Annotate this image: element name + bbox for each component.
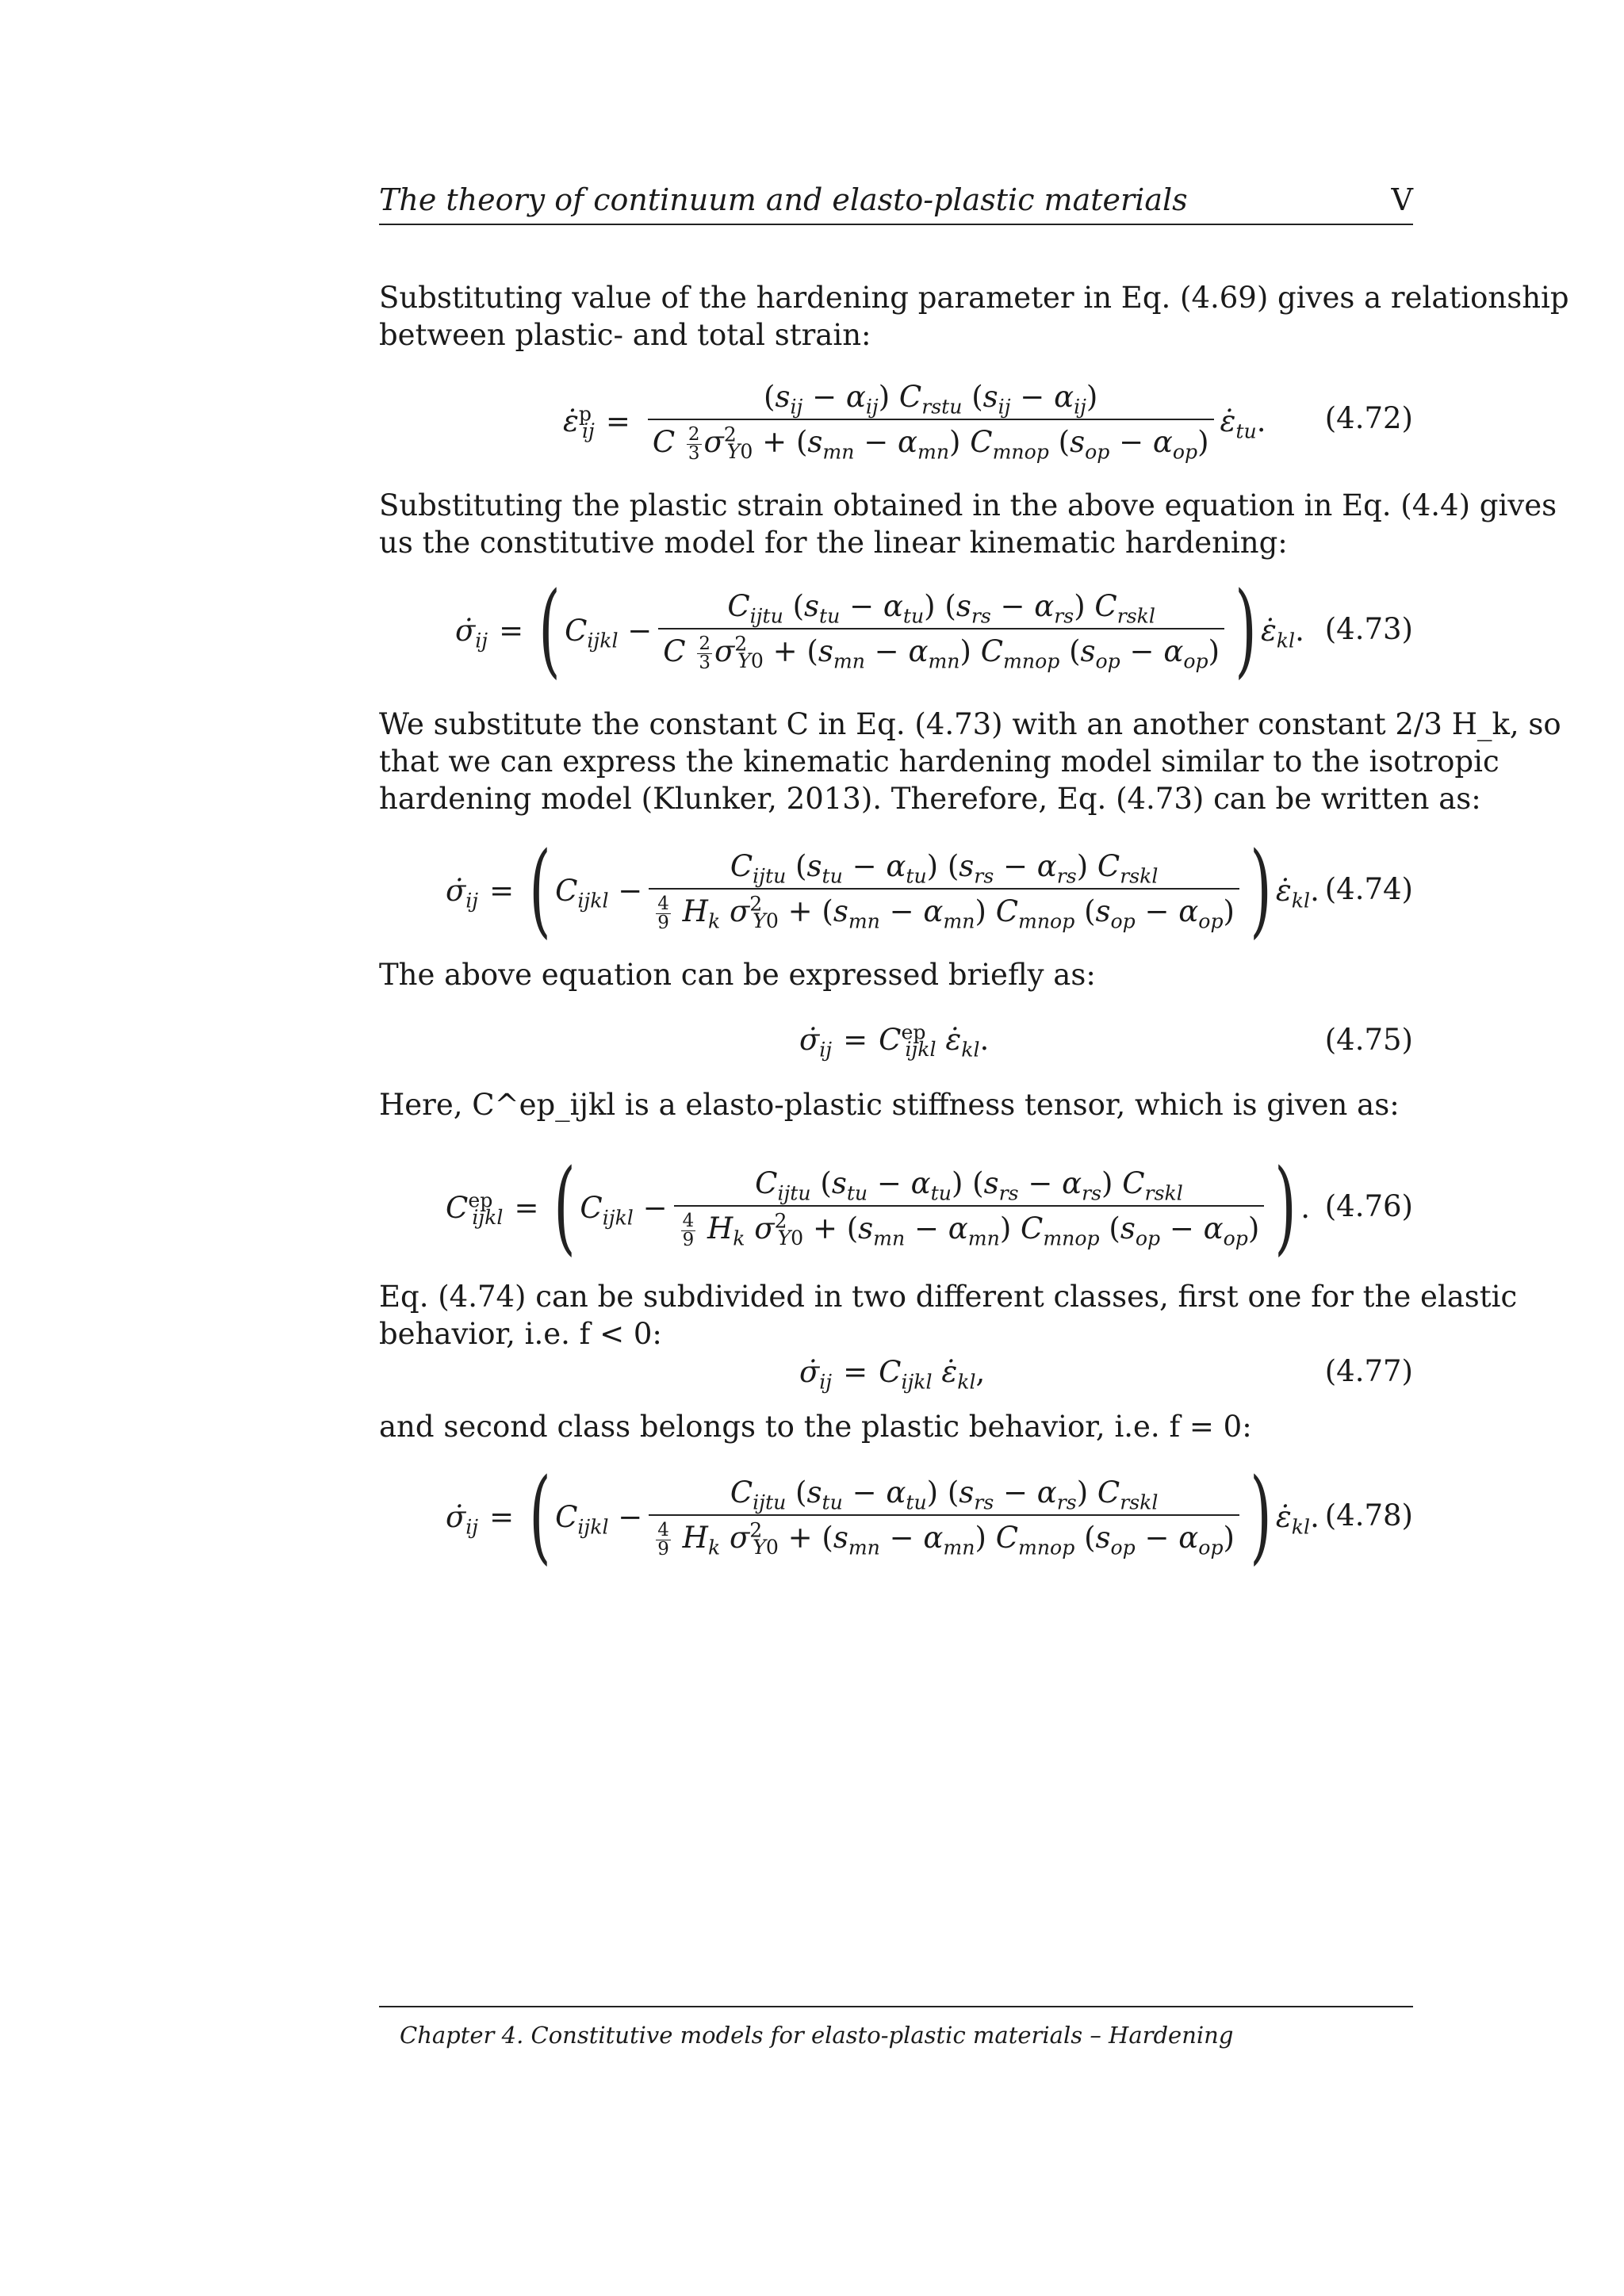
fraction: $C_{ijtu}$ $(s_{tu} - \alpha_{tu}) (s_{rs} - \alpha_{rs})$ $C_{rskl}$ C $\frac{2}{3}$ $\sigma^2_{Y0} + (s_{mn} - \alpha_{mn})$ $C_{mnop}$ $(s_{op} - \alpha_{op})$ xyxy=(658,589,1224,672)
equation-number: (4.78) xyxy=(1324,1498,1413,1533)
equation-4-76 xyxy=(379,1148,1413,1266)
paragraph-line: Eq. (4.74) can be subdivided in two different classes, first one for the elastic xyxy=(379,1280,1518,1314)
paragraph-7 xyxy=(379,1408,1413,1445)
equation-4-73 xyxy=(379,571,1413,689)
equation-number: (4.73) xyxy=(1324,612,1413,646)
equation-body: $\sigmȧ_{ij}$ = ( $C_{ijkl}$ − $C_{ijtu}$ $(s_{tu} - \alpha_{tu}) (s_{rs} - \alpha_{rs})$ $C_{rskl}$ $\frac{4}{9}$ $H_k$ $\sigma^2_{Y0} + (s_{mn} - \alpha_{mn})$ $C_{mnop}$ $(s_{op} - \alpha_{op})$ ) $\varepsiloṅ_{kl}$. xyxy=(446,831,1320,949)
header-title: The theory of continuum and elasto-plastic materials xyxy=(379,182,1188,217)
paragraph-1 xyxy=(379,279,1569,354)
running-header xyxy=(379,179,1413,225)
paragraph-line: behavior, i.e. f < 0: xyxy=(379,1317,662,1351)
page-number: V xyxy=(1391,182,1413,217)
equation-4-78 xyxy=(379,1457,1413,1575)
equation-number: (4.74) xyxy=(1324,872,1413,906)
paragraph-line: hardening model (Klunker, 2013). Therefore, Eq. (4.73) can be written as: xyxy=(379,782,1481,816)
fraction: $(s_{ij} - \alpha_{ij})$ $C_{rstu}$ $(s_{ij} - \alpha_{ij})$ C $\frac{2}{3}$ $\sigma^2_{Y0} + (s_{mn} - \alpha_{mn})$ $C_{mnop}$ $(s_{op} - \alpha_{op})$ xyxy=(648,380,1214,463)
equation-4-77 xyxy=(379,1348,1413,1395)
equation-number: (4.75) xyxy=(1324,1023,1413,1057)
paragraph-line: We substitute the constant C in Eq. (4.73) with an another constant 2/3 H_k, so xyxy=(379,707,1561,741)
paragraph-line: Here, C^ep_ijkl is a elasto-plastic stiffness tensor, which is given as: xyxy=(379,1088,1400,1122)
equation-number: (4.72) xyxy=(1324,401,1413,435)
equation-body: $C^{ep}_{ijkl}$ = ( $C_{ijkl}$ − $C_{ijtu}$ $(s_{tu} - \alpha_{tu}) (s_{rs} - \alpha_{rs})$ $C_{rskl}$ $\frac{4}{9}$ $H_k$ $\sigma^2_{Y0} + (s_{mn} - \alpha_{mn})$ $C_{mnop}$ $(s_{op} - \alpha_{op})$ ) . xyxy=(446,1148,1311,1266)
fraction: $C_{ijtu}$ $(s_{tu} - \alpha_{tu}) (s_{rs} - \alpha_{rs})$ $C_{rskl}$ $\frac{4}{9}$ $H_k$ $\sigma^2_{Y0} + (s_{mn} - \alpha_{mn})$ $C_{mnop}$ $(s_{op} - \alpha_{op})$ xyxy=(649,849,1239,932)
paragraph-line: that we can express the kinematic hardening model similar to the isotropic xyxy=(379,744,1500,779)
equation-4-72 xyxy=(379,377,1413,465)
fraction: $C_{ijtu}$ $(s_{tu} - \alpha_{tu}) (s_{rs} - \alpha_{rs})$ $C_{rskl}$ $\frac{4}{9}$ $H_k$ $\sigma^2_{Y0} + (s_{mn} - \alpha_{mn})$ $C_{mnop}$ $(s_{op} - \alpha_{op})$ xyxy=(674,1166,1265,1249)
fraction: $C_{ijtu}$ $(s_{tu} - \alpha_{tu}) (s_{rs} - \alpha_{rs})$ $C_{rskl}$ $\frac{4}{9}$ $H_k$ $\sigma^2_{Y0} + (s_{mn} - \alpha_{mn})$ $C_{mnop}$ $(s_{op} - \alpha_{op})$ xyxy=(649,1475,1239,1559)
paragraph-5 xyxy=(379,1086,1413,1123)
equation-body: $\sigmȧ_{ij}$ = ( $C_{ijkl}$ − $C_{ijtu}$ $(s_{tu} - \alpha_{tu}) (s_{rs} - \alpha_{rs})$ $C_{rskl}$ $\frac{4}{9}$ $H_k$ $\sigma^2_{Y0} + (s_{mn} - \alpha_{mn})$ $C_{mnop}$ $(s_{op} - \alpha_{op})$ ) $\varepsiloṅ_{kl}$. xyxy=(446,1457,1320,1575)
equation-body: $\sigmȧ_{ij}$ = $C^{ep}_{ijkl}$ $\varepsiloṅ_{kl}$. xyxy=(799,1020,990,1061)
paragraph-3 xyxy=(379,706,1561,817)
footer-text: Chapter 4. Constitutive models for elasto-plastic materials – Hardening xyxy=(400,2022,1234,2049)
paragraph-line: us the constitutive model for the linear kinematic hardening: xyxy=(379,526,1288,560)
equation-4-75 xyxy=(379,1012,1413,1067)
running-footer xyxy=(379,2006,1413,2049)
paragraph-line: between plastic- and total strain: xyxy=(379,318,871,352)
paragraph-line: The above equation can be expressed briefly as: xyxy=(379,958,1096,992)
equation-body: $\sigmȧ_{ij}$ = $C_{ijkl}$ $\varepsiloṅ_{kl}$, xyxy=(799,1354,986,1393)
equation-body: $\sigmȧ_{ij}$ = ( $C_{ijkl}$ − $C_{ijtu}$ $(s_{tu} - \alpha_{tu}) (s_{rs} - \alpha_{rs})$ $C_{rskl}$ C $\frac{2}{3}$ $\sigma^2_{Y0} + (s_{mn} - \alpha_{mn})$ $C_{mnop}$ $(s_{op} - \alpha_{op})$ ) $\varepsiloṅ_{kl}$. xyxy=(455,571,1304,689)
paragraph-4 xyxy=(379,956,1413,993)
paragraph-line: Substituting the plastic strain obtained in the above equation in Eq. (4.4) gives xyxy=(379,488,1557,522)
equation-body: ε̇$^p_{ij}$ = $(s_{ij} - \alpha_{ij})$ $C_{rstu}$ $(s_{ij} - \alpha_{ij})$ C $\frac{2}{3}$ $\sigma^2_{Y0} + (s_{mn} - \alpha_{mn})$ $C_{mnop}$ $(s_{op} - \alpha_{op})$ $\varepsiloṅ_{tu}$. xyxy=(563,379,1266,464)
paragraph-line: Substituting value of the hardening parameter in Eq. (4.69) gives a relationship xyxy=(379,281,1569,315)
paragraph-2 xyxy=(379,487,1557,561)
equation-4-74 xyxy=(379,831,1413,949)
equation-number: (4.76) xyxy=(1324,1189,1413,1223)
equation-number: (4.77) xyxy=(1324,1354,1413,1388)
paragraph-6 xyxy=(379,1278,1518,1353)
paragraph-line: and second class belongs to the plastic behavior, i.e. f = 0: xyxy=(379,1410,1252,1444)
